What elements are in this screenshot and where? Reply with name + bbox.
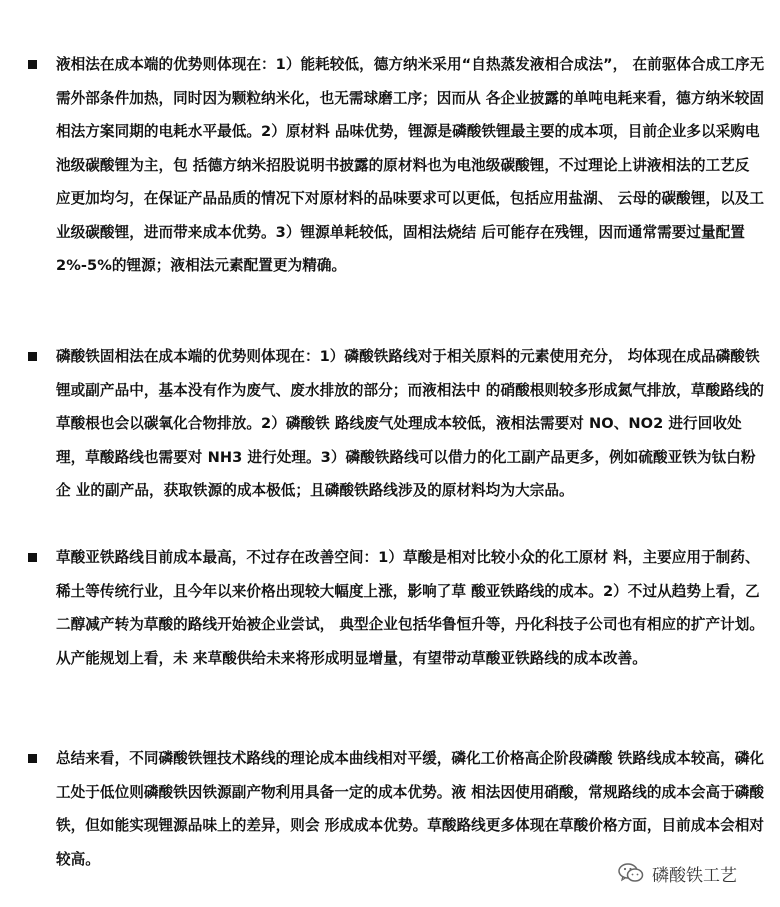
watermark: [612, 857, 743, 889]
square-bullet-icon: [28, 352, 37, 361]
paragraph-text: 总结来看，不同磷酸铁锂技术路线的理论成本曲线相对平缓，磷化工价格高企阶段磷酸 铁路线成本较高，磷化工处于低位则磷酸铁因铁源副产物利用具备一定的成本优势。液 相法因使用硝酸，常规路线的成本会高于磷酸铁，但如能实现锂源品味上的差异，则会 形成成本优势。草酸路线更多体现在草酸价格方面，目前成本会相对较高。: [56, 750, 765, 868]
wechat-icon: [618, 862, 644, 884]
square-bullet-icon: [28, 553, 37, 562]
watermark-label: 磷酸铁工艺: [652, 865, 737, 885]
paragraph-text: 磷酸铁固相法在成本端的优势则体现在：1）磷酸铁路线对于相关原料的元素使用充分， 均体现在成品磷酸铁锂或副产品中，基本没有作为废气、废水排放的部分；而液相法中 的硝酸根则较多形成氮气排放，草酸路线的草酸根也会以碳氧化合物排放。2）磷酸铁 路线废气处理成本较低，液相法需要对 NO、NO2 进行回收处理，草酸路线也需要对 NH3 进行处理。3）磷酸铁路线可以借力的化工副产品更多，例如硫酸亚铁为钛白粉企 业的副产品，获取铁源的成本极低；且磷酸铁路线涉及的原材料均为大宗品。: [56, 348, 765, 499]
paragraph-text: 液相法在成本端的优势则体现在：1）能耗较低，德方纳米采用“自热蒸发液相合成法”， 在前驱体合成工序无需外部条件加热，同时因为颗粒纳米化，也无需球磨工序；因而从 各企业披露的单吨电耗来看，德方纳米较固相法方案同期的电耗水平最低。2）原材料 品味优势，锂源是磷酸铁锂最主要的成本项，目前企业多以采购电池级碳酸锂为主，包 括德方纳米招股说明书披露的原材料也为电池级碳酸锂，不过理论上讲液相法的工艺反 应更加均匀，在保证产品品质的情况下对原材料的品味要求可以更低，包括应用盐湖、 云母的碳酸锂，以及工业级碳酸锂，进而带来成本优势。3）锂源单耗较低，固相法烧结 后可能存在残锂，因而通常需要过量配置 2%-5%的锂源；液相法元素配置更为精确。: [56, 56, 765, 274]
square-bullet-icon: [28, 754, 37, 763]
square-bullet-icon: [28, 60, 37, 69]
paragraph-text: 草酸亚铁路线目前成本最高，不过存在改善空间：1）草酸是相对比较小众的化工原材 料，主要应用于制药、稀土等传统行业，且今年以来价格出现较大幅度上涨，影响了草 酸亚铁路线的成本。2）不过从趋势上看，乙二醇减产转为草酸的路线开始被企业尝试， 典型企业包括华鲁恒升等，丹化科技子公司也有相应的扩产计划。从产能规划上看，未 来草酸供给未来将形成明显增量，有望带动草酸亚铁路线的成本改善。: [56, 549, 765, 667]
